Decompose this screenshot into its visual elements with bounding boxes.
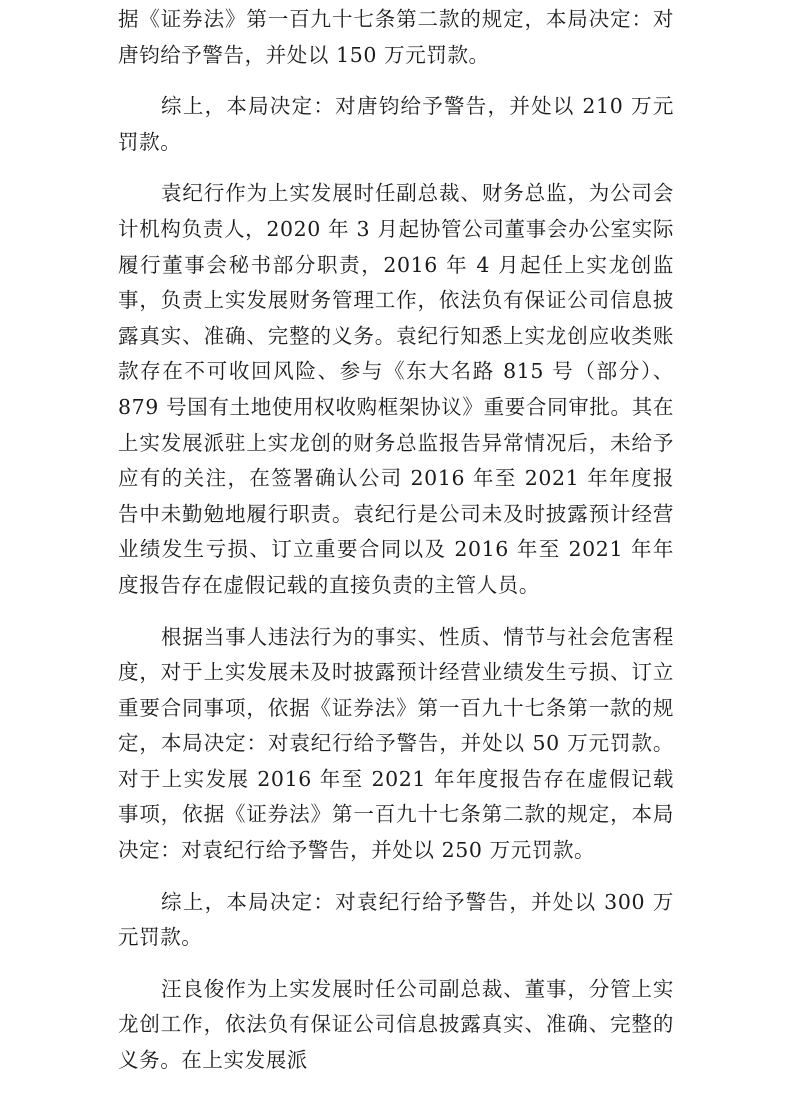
paragraph-wang-liangjun-facts: 汪良俊作为上实发展时任公司副总裁、董事，分管上实龙创工作，依法负有保证公司信息披露真实、准确、完整的义务。在上实发展派 [118, 976, 674, 1073]
paragraph-yuan-jixing-penalty: 根据当事人违法行为的事实、性质、情节与社会危害程度，对于上实发展未及时披露预计经营业绩发生亏损、订立重要合同事项，依据《证券法》第一百九十七条第一款的规定，本局决定：对袁纪行给予警告，并处以 50 万元罚款。对于上实发展 2016 年至 2021 年年度报告存在虚假记载事项，依据《证券法》第一百九十七条第二款的规定，本局决定：对袁纪行给予警告，并处以 250 万元罚款。 [118, 624, 674, 863]
paragraph-yuan-jixing-facts: 袁纪行作为上实发展时任副总裁、财务总监，为公司会计机构负责人，2020 年 3 月起协管公司董事会办公室实际履行董事会秘书部分职责，2016 年 4 月起任上实龙创监事，负责上实发展财务管理工作，依法负有保证公司信息披露真实、准确、完整的义务。袁纪行知悉上实龙创应收类账款存在不可收回风险、参与《东大名路 815 号（部分）、879 号国有土地使用权收购框架协议》重要合同审批。其在上实发展派驻上实龙创的财务总监报告异常情况后，未给予应有的关注，在签署确认公司 2016 年至 2021 年年度报告中未勤勉地履行职责。袁纪行是公司未及时披露预计经营业绩发生亏损、订立重要合同以及 2016 年至 2021 年年度报告存在虚假记载的直接负责的主管人员。 [118, 181, 674, 597]
paragraph-tang-jun-summary: 综上，本局决定：对唐钧给予警告，并处以 210 万元罚款。 [118, 94, 674, 154]
document-page [118, 2, 674, 1095]
paragraph-tang-jun-penalty-continued: 据《证券法》第一百九十七条第二款的规定，本局决定：对唐钧给予警告，并处以 150 万元罚款。 [118, 7, 674, 67]
paragraph-yuan-jixing-summary: 综上，本局决定：对袁纪行给予警告，并处以 300 万元罚款。 [118, 889, 674, 950]
